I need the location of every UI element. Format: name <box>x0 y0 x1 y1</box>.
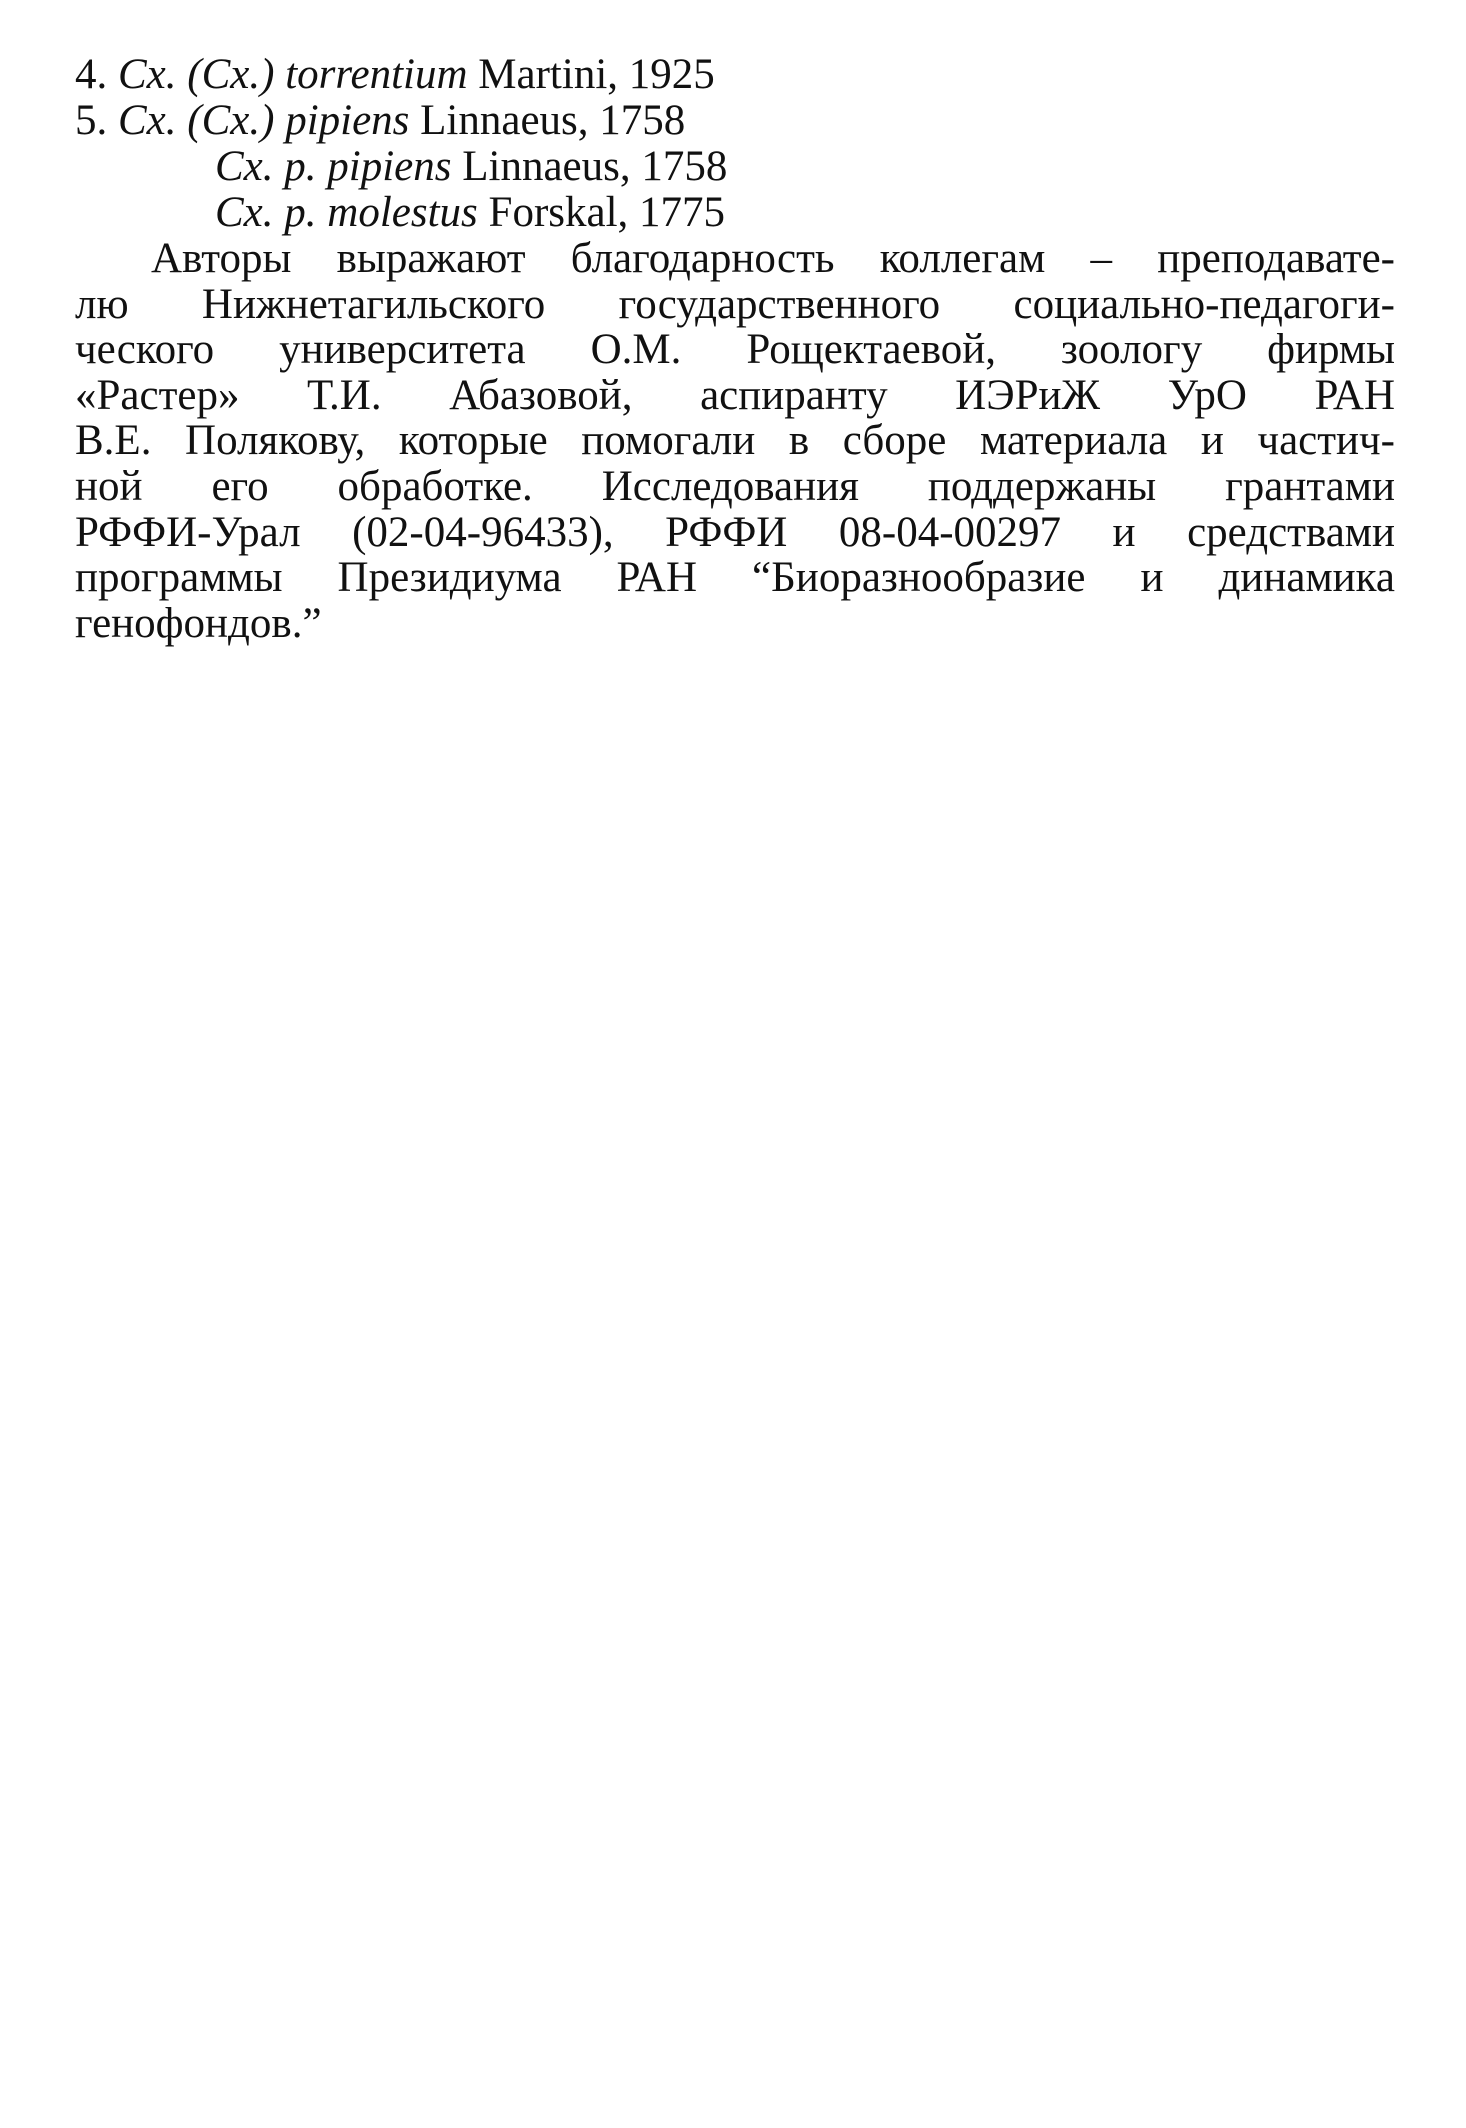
paragraph-line: лю Нижнетагильского государственного социально-педагоги- <box>75 280 1395 328</box>
taxon-item <box>75 98 1395 144</box>
taxon-species: pipiens <box>285 97 410 144</box>
taxon-number: 4. <box>75 51 118 98</box>
acknowledgement-paragraph <box>75 236 1395 646</box>
paragraph-line: ческого университета О.М. Рощектаевой, зоологу фирмы <box>75 326 1395 374</box>
taxon-genus: Cx. <box>215 189 274 236</box>
taxon-species-abbrev: p. <box>273 143 328 190</box>
taxa-list <box>75 52 1395 236</box>
paragraph-line: ной его обработке. Исследования поддержаны грантами <box>75 462 1395 510</box>
paragraph-line: РФФИ-Урал (02-04-96433), РФФИ 08-04-00297 и средствами <box>75 508 1395 556</box>
taxon-subspecies: molestus <box>327 189 478 236</box>
paragraph-line: генофондов.” <box>75 599 322 647</box>
paragraph-line: В.Е. Полякову, которые помогали в сборе материала и частич- <box>75 417 1395 465</box>
taxon-subspecies-item <box>75 144 1395 190</box>
taxon-species-abbrev: p. <box>273 189 328 236</box>
taxon-species: torrentium <box>285 51 468 98</box>
taxon-subspecies: pipiens <box>327 143 452 190</box>
paragraph-line: программы Президиума РАН “Биоразнообразие и динамика <box>75 554 1395 602</box>
taxon-subgenus: (Cx.) <box>176 51 286 98</box>
taxon-genus: Cx. <box>215 143 274 190</box>
document-page <box>75 52 1395 646</box>
taxon-author: Martini, 1925 <box>467 51 715 98</box>
taxon-item <box>75 52 1395 98</box>
taxon-subspecies-item <box>75 190 1395 236</box>
taxon-genus: Cx. <box>118 51 177 98</box>
taxon-subgenus: (Cx.) <box>176 97 286 144</box>
taxon-author: Linnaeus, 1758 <box>409 97 686 144</box>
taxon-number: 5. <box>75 97 118 144</box>
paragraph-line: Авторы выражают благодарность коллегам – преподавате- <box>151 235 1395 282</box>
taxon-author: Forskal, 1775 <box>477 189 726 236</box>
paragraph-line: «Растер» Т.И. Абазовой, аспиранту ИЭРиЖ УрО РАН <box>75 371 1395 419</box>
taxon-genus: Cx. <box>118 97 177 144</box>
taxon-author: Linnaeus, 1758 <box>451 143 728 190</box>
